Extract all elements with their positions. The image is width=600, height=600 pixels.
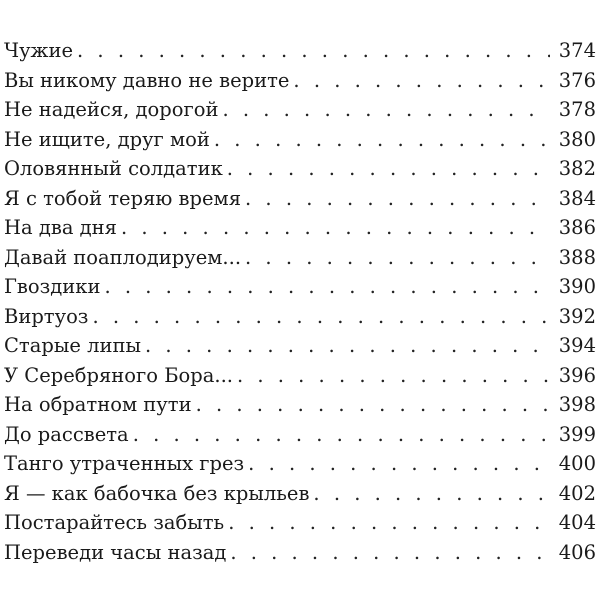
- toc-entry-page: 378: [558, 98, 596, 121]
- toc-entry-title: Не ищите, друг мой: [4, 127, 210, 151]
- dot-leader: [121, 213, 550, 243]
- toc-entry-title: Не надейся, дорогой: [4, 98, 219, 121]
- dot-leader: [313, 479, 550, 509]
- dot-leader: [104, 272, 550, 302]
- toc-entry-title: До рассвета: [4, 422, 129, 446]
- toc-entry-page: 382: [558, 157, 596, 180]
- dot-leader: [77, 36, 550, 66]
- toc-entry-title: Я — как бабочка без крыльев: [4, 481, 310, 505]
- toc-entry: [4, 36, 596, 66]
- toc-entry: [4, 125, 596, 155]
- dot-leader: [237, 361, 550, 391]
- toc-entry-title: Переведи часы назад: [4, 540, 227, 564]
- toc-entry-page: 396: [558, 363, 596, 387]
- dot-leader: [196, 390, 550, 420]
- toc-entry-page: 376: [558, 68, 596, 92]
- toc-entry-title: Чужие: [4, 39, 74, 62]
- dot-leader: [133, 420, 550, 450]
- toc-entry: [4, 479, 596, 509]
- toc-entry-title: У Серебряного Бора...: [4, 363, 233, 387]
- dot-leader: [214, 125, 550, 155]
- dot-leader: [230, 538, 550, 568]
- toc-entry: [4, 272, 596, 302]
- toc-entry: [4, 184, 596, 214]
- toc-entry-page: 390: [558, 275, 596, 298]
- dot-leader: [228, 508, 550, 538]
- dot-leader: [293, 66, 550, 96]
- dot-leader: [222, 95, 550, 125]
- toc-entry-page: 406: [558, 540, 596, 564]
- toc-entry-page: 374: [558, 39, 596, 62]
- toc-entry: [4, 66, 596, 96]
- toc-entry-title: На два дня: [4, 216, 117, 239]
- toc-entry-page: 400: [558, 452, 596, 475]
- toc-entry: [4, 538, 596, 568]
- dot-leader: [245, 184, 550, 214]
- toc-entry-page: 384: [558, 186, 596, 210]
- toc-entry-title: Оловянный солдатик: [4, 157, 223, 180]
- toc-entry: [4, 331, 596, 361]
- toc-entry: [4, 420, 596, 450]
- toc-entry-page: 402: [558, 481, 596, 505]
- toc-entry-page: 398: [558, 393, 596, 416]
- toc-entry-title: Я с тобой теряю время: [4, 186, 242, 210]
- toc-entry-page: 404: [558, 511, 596, 534]
- toc-entry: [4, 213, 596, 243]
- toc-entry-title: Старые липы: [4, 334, 141, 357]
- toc-entry: [4, 508, 596, 538]
- dot-leader: [227, 154, 550, 184]
- toc-entry-page: 392: [558, 304, 596, 328]
- toc-entry-title: Постарайтесь забыть: [4, 511, 225, 534]
- dot-leader: [245, 243, 550, 273]
- toc-entry: [4, 361, 596, 391]
- toc-entry-title: На обратном пути: [4, 393, 192, 416]
- toc-entry-page: 399: [558, 422, 596, 446]
- table-of-contents: [4, 36, 596, 567]
- toc-entry-title: Гвоздики: [4, 275, 101, 298]
- toc-entry-title: Давай поаплодируем...: [4, 245, 242, 269]
- toc-entry-page: 386: [558, 216, 596, 239]
- toc-entry-page: 394: [558, 334, 596, 357]
- toc-entry-page: 380: [558, 127, 596, 151]
- toc-entry-title: Виртуоз: [4, 304, 89, 328]
- toc-entry-title: Вы никому давно не верите: [4, 68, 290, 92]
- toc-entry: [4, 449, 596, 479]
- dot-leader: [248, 449, 550, 479]
- dot-leader: [145, 331, 550, 361]
- toc-entry-title: Танго утраченных грез: [4, 452, 245, 475]
- toc-entry: [4, 95, 596, 125]
- toc-entry: [4, 302, 596, 332]
- toc-entry-page: 388: [558, 245, 596, 269]
- toc-entry: [4, 154, 596, 184]
- toc-entry: [4, 390, 596, 420]
- dot-leader: [92, 302, 550, 332]
- toc-entry: [4, 243, 596, 273]
